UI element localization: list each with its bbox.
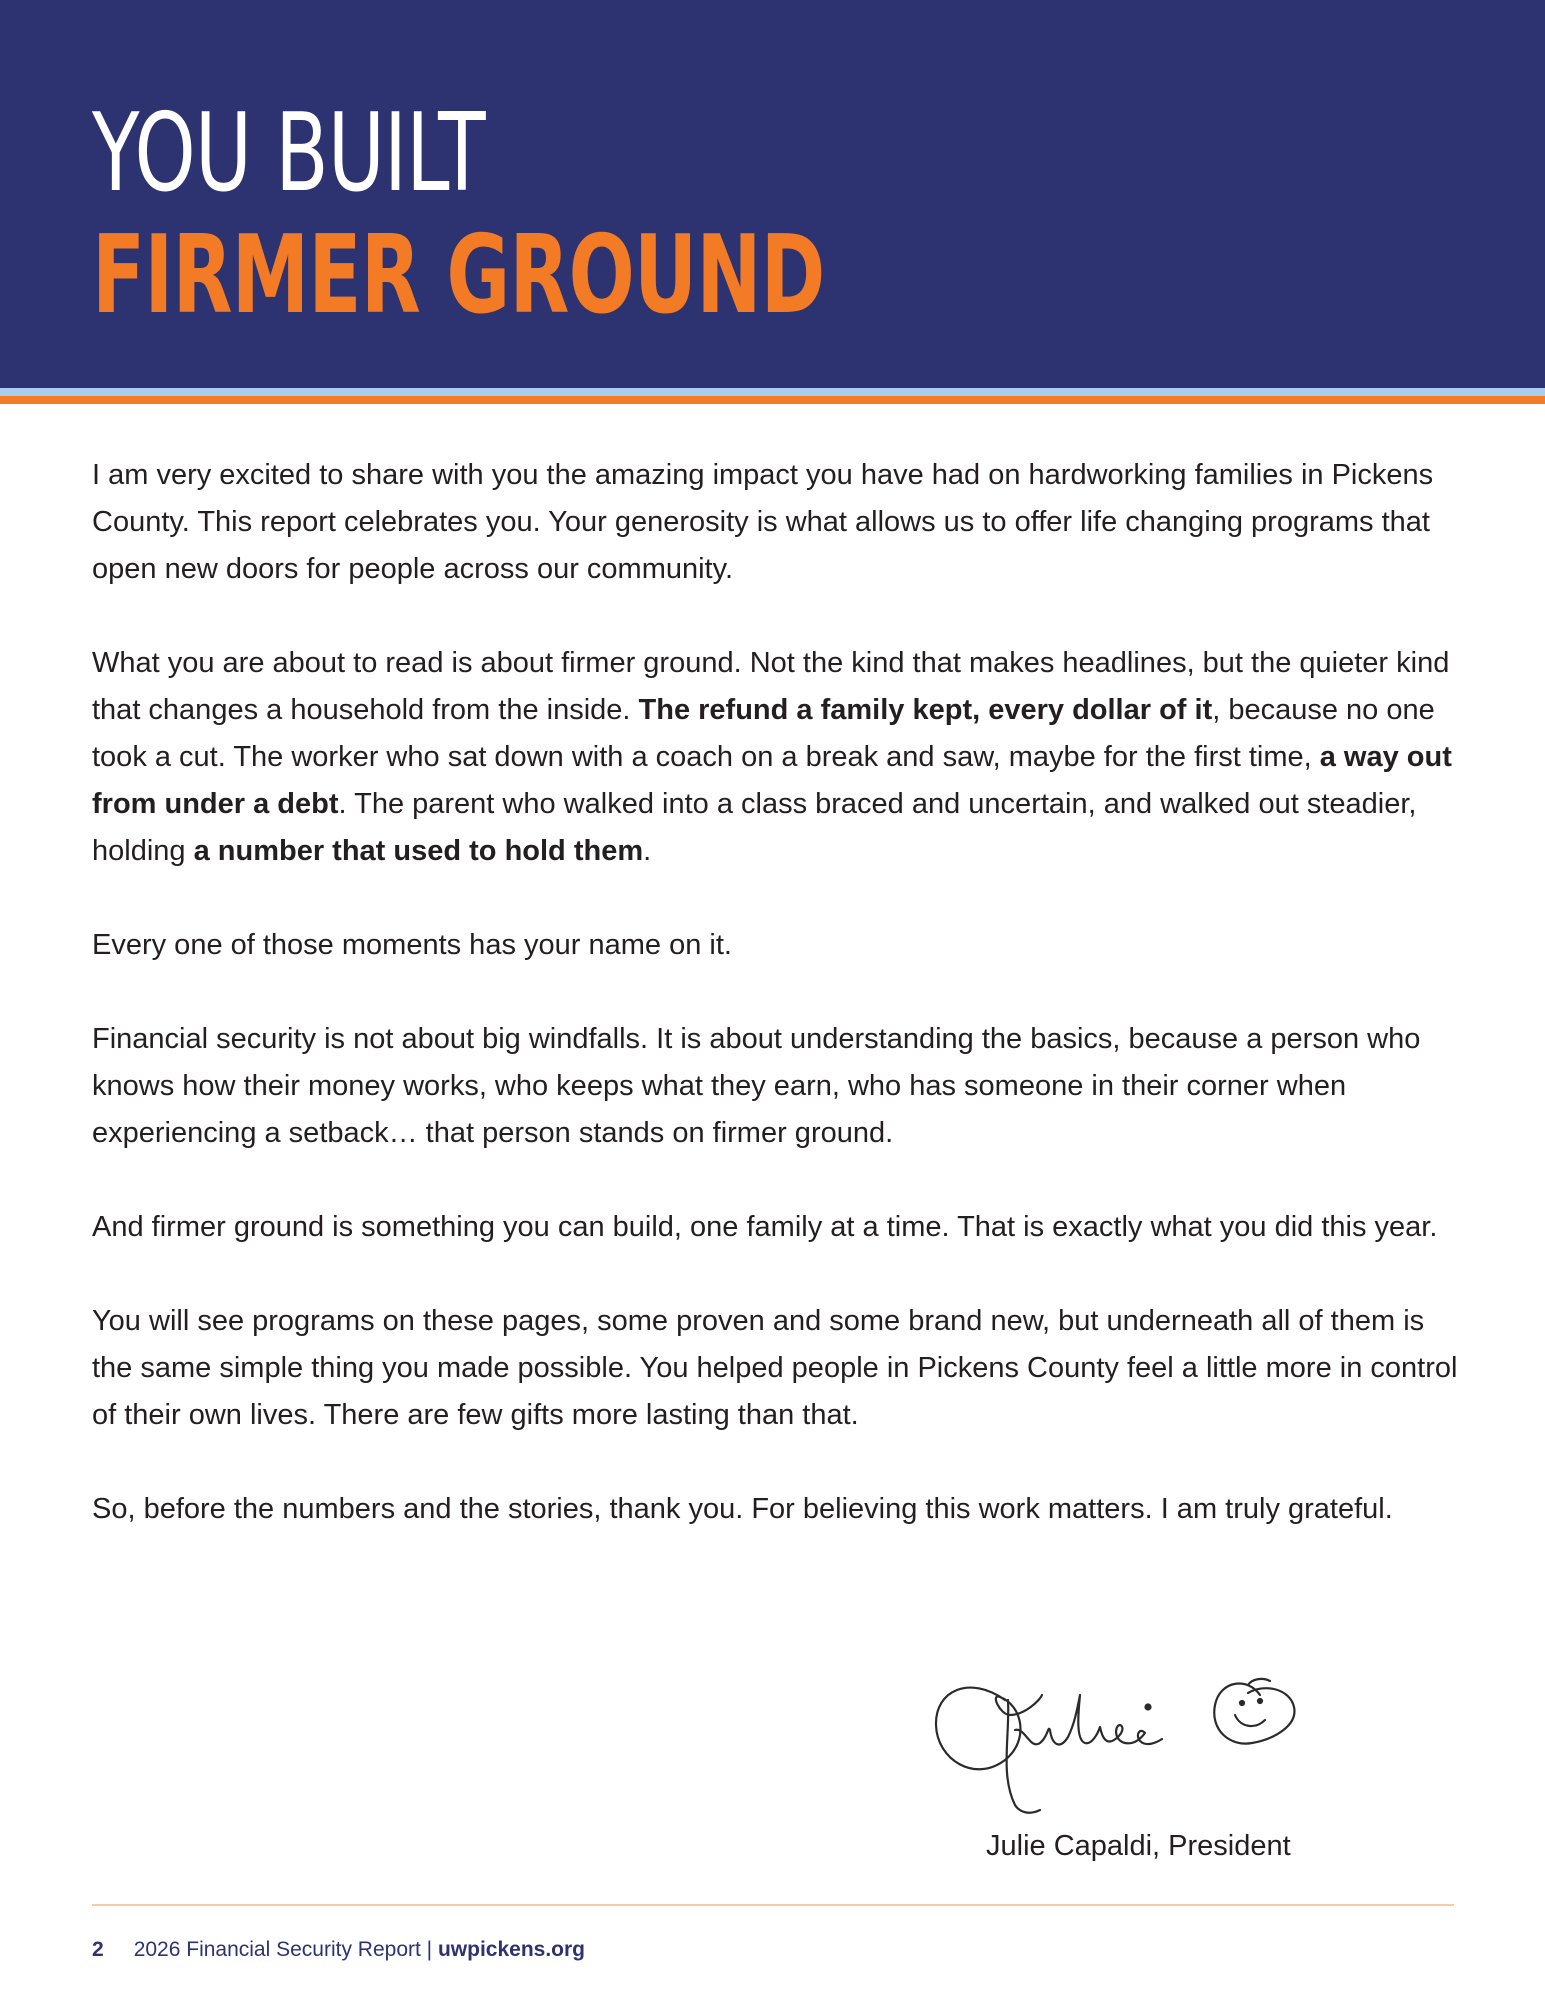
highlight-refund: The refund a family kept, every dollar of it bbox=[638, 694, 1213, 726]
paragraph-2-text: , because no one took a cut. The worker who sat down with a coach on a break and saw, maybe for the first time, bbox=[92, 694, 1435, 773]
highlight-number: a number that used to hold them bbox=[193, 835, 644, 867]
paragraph-6: You will see programs on these pages, some proven and some brand new, but underneath all of them is the same simple thing you made possible. You helped people in Pickens County feel a little more in control of their own lives. There are few gifts more lasting than that. bbox=[92, 1305, 1458, 1431]
paragraph-4: Financial security is not about big windfalls. It is about understanding the basics, because a person who knows how their money works, who keeps what they earn, who has someone in their corner when experiencing a setback… that person stands on firmer ground. bbox=[92, 1023, 1421, 1149]
handwritten-signature bbox=[930, 1655, 1310, 1825]
paragraph-2-text: . The parent who walked into a class braced and uncertain, and walked out steadier, holding bbox=[92, 788, 1417, 867]
paragraph-2-text: . bbox=[643, 835, 652, 867]
letter-body bbox=[92, 452, 1467, 1580]
footer-divider bbox=[92, 1904, 1454, 1906]
page-number: 2 bbox=[92, 1938, 104, 1961]
website-link[interactable]: uwpickens.org bbox=[437, 1938, 585, 1961]
paragraph-2 bbox=[92, 640, 1467, 875]
signer-name: Julie Capaldi, President bbox=[986, 1830, 1291, 1862]
highlight-debt: a way out from under a debt bbox=[92, 741, 1452, 820]
title-line-2: FIRMER GROUND bbox=[92, 213, 825, 338]
footer bbox=[92, 1935, 585, 1965]
paragraph-1: I am very excited to share with you the amazing impact you have had on hardworking families in Pickens County. This report celebrates you. Your generosity is what allows us to offer life changing programs that open new doors for people across our community. bbox=[92, 459, 1434, 585]
paragraph-7: So, before the numbers and the stories, thank you. For believing this work matters. I am truly grateful. bbox=[92, 1493, 1393, 1525]
paragraph-5: And firmer ground is something you can build, one family at a time. That is exactly what you did this year. bbox=[92, 1211, 1438, 1243]
header-banner bbox=[0, 0, 1545, 388]
accent-stripe-orange bbox=[0, 396, 1545, 404]
report-name: 2026 Financial Security Report | bbox=[133, 1938, 438, 1961]
paragraph-2-text: What you are about to read is about firmer ground. Not the kind that makes headlines, but the quieter kind that changes a household from the inside. bbox=[92, 647, 1450, 726]
paragraph-3: Every one of those moments has your name on it. bbox=[92, 929, 732, 961]
accent-stripe-blue bbox=[0, 388, 1545, 396]
title-line-1: YOU BUILT bbox=[92, 91, 485, 216]
